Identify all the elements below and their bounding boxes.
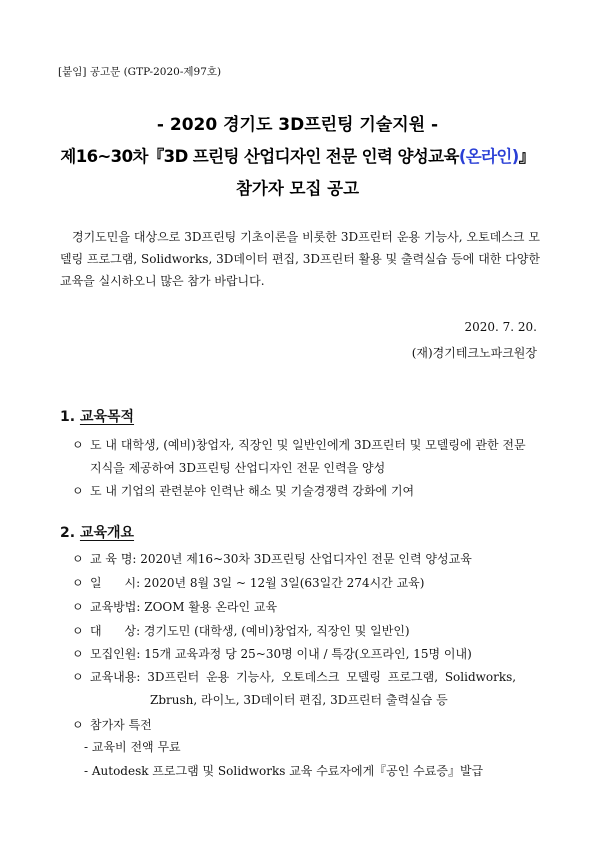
section-1-number: 1. <box>60 409 76 425</box>
item-text-line-2: 지식을 제공하여 3D프린팅 산업디자인 전문 인력을 양성 <box>90 461 386 475</box>
section-1-item-2 <box>72 480 540 503</box>
item-text-line-1: 참가자 특전 <box>90 718 152 732</box>
item-text-line-1: 교 육 명: 2020년 제16~30차 3D프린팅 산업디자인 전문 인력 양성교육 <box>90 552 472 566</box>
benefit-item-2: - Autodesk 프로그램 및 Solidworks 교육 수료자에게『공인 수료증』발급 <box>84 764 484 778</box>
issuing-organization: (재)경기테크노파크원장 <box>411 346 537 360</box>
item-text-line-1: 도 내 기업의 관련분야 인력난 해소 및 기술경쟁력 강화에 기여 <box>90 484 415 498</box>
intro-text: 경기도민을 대상으로 3D프린팅 기초이론을 비롯한 3D프린터 운용 기능사, 오토데스크 모델링 프로그램, Solidworks, 3D데이터 편집, 3D프린터 활용 및 출력실습 등에 대한 다양한 교육을 실시하오니 많은 참가 바랍니다. <box>60 230 540 288</box>
title-online-highlight: (온라인) <box>458 147 519 166</box>
bullet-circle-icon: ㅇ <box>72 438 84 452</box>
benefit-item-1: - 교육비 전액 무료 <box>84 740 181 754</box>
bullet-circle-icon: ㅇ <box>72 552 84 566</box>
title-line-3: 참가자 모집 공고 <box>235 179 360 198</box>
section-2-item-5 <box>72 643 540 666</box>
section-2-number: 2. <box>60 525 76 541</box>
item-text-line-1: 모집인원: 15개 교육과정 당 25~30명 이내 / 특강(오프라인, 15명 이내) <box>90 647 472 661</box>
item-text-line-2: Zbrush, 라이노, 3D데이터 편집, 3D프린터 출력실습 등 <box>150 693 448 707</box>
bullet-circle-icon: ㅇ <box>72 624 84 638</box>
section-2-item-1 <box>72 548 540 571</box>
bullet-circle-icon: ㅇ <box>72 718 84 732</box>
bullet-circle-icon: ㅇ <box>72 484 84 498</box>
intro-paragraph <box>60 226 540 292</box>
item-text-line-1: 도 내 대학생, (예비)창업자, 직장인 및 일반인에게 3D프린터 및 모델링에 관한 전문 <box>90 438 526 452</box>
title-line-2-prefix: 제16~30차『3D 프린팅 산업디자인 전문 인력 양성교육 <box>60 147 459 166</box>
section-2-item-6 <box>72 666 540 712</box>
section-2-item-3 <box>72 596 540 619</box>
section-1-heading <box>60 406 134 426</box>
item-text-line-1: 일 시: 2020년 8월 3일 ~ 12월 3일(63일간 274시간 교육) <box>90 576 425 590</box>
section-1-item-1 <box>72 434 540 480</box>
item-text-line-1: 교육방법: ZOOM 활용 온라인 교육 <box>90 600 278 614</box>
item-text-line-1: 대 상: 경기도민 (대학생, (예비)창업자, 직장인 및 일반인) <box>90 624 410 638</box>
title-line-2 <box>0 143 595 167</box>
title-line-2-suffix: 』 <box>518 147 535 166</box>
section-2-item-4 <box>72 620 540 643</box>
bullet-circle-icon: ㅇ <box>72 647 84 661</box>
bullet-circle-icon: ㅇ <box>72 600 84 614</box>
section-2-item-2 <box>72 572 540 595</box>
title-line-1: - 2020 경기도 3D프린팅 기술지원 - <box>156 115 439 135</box>
section-2-title: 교육개요 <box>79 525 135 541</box>
bullet-circle-icon: ㅇ <box>72 670 84 684</box>
section-2-item-7 <box>72 714 540 737</box>
section-1-title: 교육목적 <box>79 409 135 425</box>
item-text-line-1: 교육내용: 3D프린터 운용 기능사, 오토데스크 모델링 프로그램, Solidworks, <box>90 670 517 684</box>
section-2-heading <box>60 522 134 542</box>
bullet-circle-icon: ㅇ <box>72 576 84 590</box>
notice-date: 2020. 7. 20. <box>464 320 537 334</box>
attachment-label: [붙임] 공고문 (GTP-2020-제97호) <box>58 66 222 78</box>
